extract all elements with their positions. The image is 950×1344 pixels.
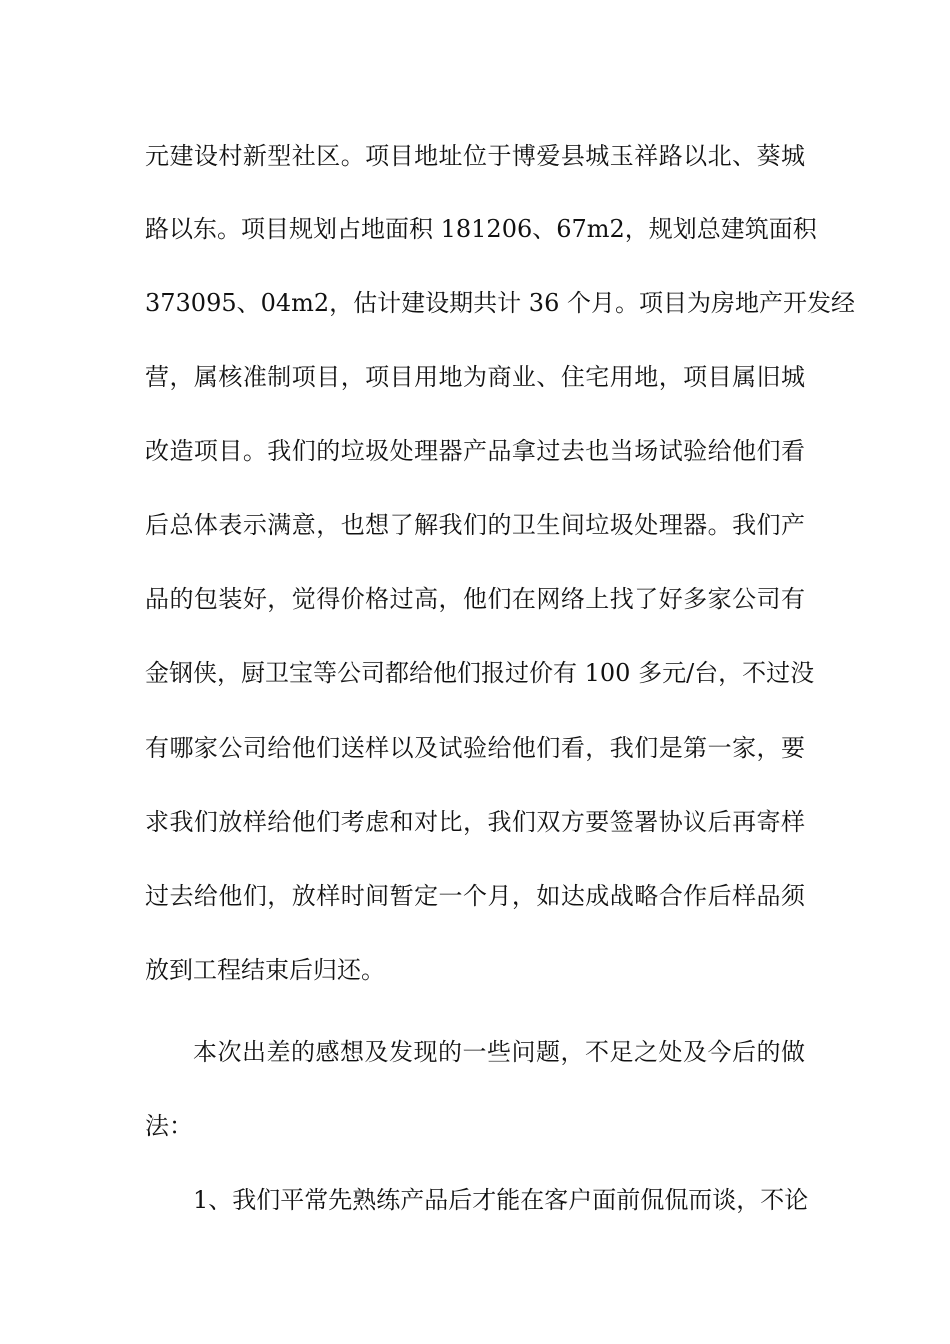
paragraph-line-1: 元建设村新型社区。项目地址位于博爱县城玉祥路以北、葵城: [145, 142, 805, 170]
paragraph-line-6: 后总体表示满意，也想了解我们的卫生间垃圾处理器。我们产: [145, 511, 805, 539]
paragraph-line-14: 法：: [145, 1112, 193, 1140]
paragraph-line-4: 营，属核准制项目，项目用地为商业、住宅用地，项目属旧城: [145, 363, 805, 391]
paragraph-line-13: 本次出差的感想及发现的一些问题，不足之处及今后的做: [193, 1038, 805, 1066]
paragraph-line-2: 路以东。项目规划占地面积 181206、67m2，规划总建筑面积: [145, 215, 817, 243]
paragraph-line-9: 有哪家公司给他们送样以及试验给他们看，我们是第一家，要: [145, 734, 805, 762]
paragraph-line-7: 品的包装好，觉得价格过高，他们在网络上找了好多家公司有: [145, 585, 805, 613]
paragraph-line-11: 过去给他们，放样时间暂定一个月，如达成战略合作后样品须: [145, 882, 805, 910]
paragraph-line-5: 改造项目。我们的垃圾处理器产品拿过去也当场试验给他们看: [145, 437, 805, 465]
paragraph-line-3: 373095、04m2，估计建设期共计 36 个月。项目为房地产开发经: [145, 289, 855, 317]
paragraph-line-15: 1、我们平常先熟练产品后才能在客户面前侃侃而谈，不论: [193, 1186, 809, 1214]
paragraph-line-8: 金钢侠，厨卫宝等公司都给他们报过价有 100 多元/台，不过没: [145, 659, 815, 687]
paragraph-line-10: 求我们放样给他们考虑和对比，我们双方要签署协议后再寄样: [145, 808, 805, 836]
paragraph-line-12: 放到工程结束后归还。: [145, 956, 385, 984]
